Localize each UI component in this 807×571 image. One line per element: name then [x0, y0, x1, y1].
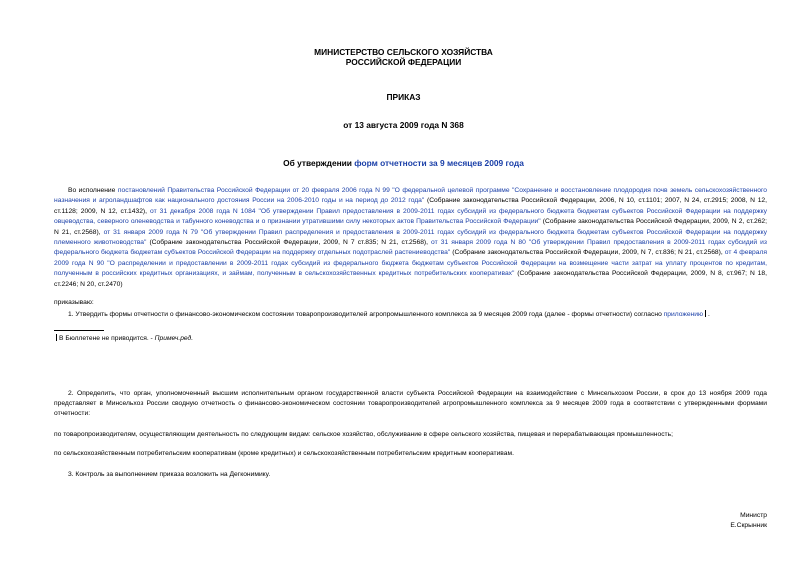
preamble-paragraph [54, 186, 767, 290]
doc-title [0, 158, 807, 168]
signature-position: Министр [740, 512, 767, 519]
signature-name: Е.Скрынник [730, 522, 767, 529]
item-2-b: по сельскохозяйственным потребительским кооперативам (кроме кредитных) и сельскохозяйственным потребительским кредитным кооперативам. [54, 450, 514, 457]
footnote-text: В Бюллетене не приводится. - [59, 335, 155, 342]
preamble-link-5[interactable]: от 4 февраля 2009 года N 90 "О распределении и предоставлении в 2009-2011 годах субсидий из федерального бюджета бюджетам субъектов Российской Федерации на возмещение части затрат на уплату процентов по кредитам, полученным в российских кредитных организациях, и займам, полученным в сельскохозяйственных кредитных потребительских кооперативах" [54, 249, 767, 278]
footnote [54, 334, 193, 344]
item-2: 2. Определить, что орган, уполномоченный высшим исполнительным органом государственной власти субъекта Российской Федерации на взаимодействие с Минсельхозом России, в срок до 13 ноября 2009 года представляет в Минсельхоз России сводную отчетность о финансово-экономическом состоянии товаропроизводителей агропромышленного комплекса за 9 месяцев 2009 года в соответствии с утвержденными формами отчетности: [54, 390, 767, 417]
preamble-text-1: Во исполнение [68, 187, 118, 194]
doc-date-number: от 13 августа 2009 года N 368 [343, 120, 464, 130]
preamble-link-4[interactable]: от 31 января 2009 года N 80 "Об утверждении Правил предоставления в 2009-2011 годах субсидий из федерального бюджета бюджетам субъектов Российской Федерации на поддержку отдельных подотраслей растениеводства" [54, 239, 767, 257]
item-1-text: 1. Утвердить формы отчетности о финансово-экономическом состоянии товаропроизводителей агропромышленного комплекса за 9 месяцев 2009 года (далее - формы отчетности) согласно [68, 311, 664, 318]
ministry-line-1: МИНИСТЕРСТВО СЕЛЬСКОГО ХОЗЯЙСТВА [314, 47, 493, 57]
preamble-text-4: (Собрание законодательства Российской Федерации, 2009, N 7 ст.835; N 21, ст.2568), [146, 239, 432, 247]
preamble-text-5: (Собрание законодательства Российской Федерации, 2009, N 7, ст.836; N 21, ст.2568), [450, 249, 725, 257]
footnote-marker-icon [56, 334, 57, 341]
preamble-link-1[interactable]: постановлений Правительства Российской Федерации от 20 февраля 2006 года N 99 "О федеральной целевой программе "Сохранение и восстановление плодородия почв земель сельскохозяйственного назначения и агроландшафтов как национального достояния России на 2006-2010 годы и на период до 2012 года" [54, 187, 767, 205]
footnote-marker-icon [705, 310, 706, 317]
footnote-divider [54, 330, 104, 331]
order-word: приказываю: [54, 299, 94, 306]
doc-title-prefix: Об утверждении [283, 158, 355, 168]
preamble-link-3[interactable]: от 31 января 2009 года N 79 "Об утверждении Правил распределения и предоставления в 2009-2011 годах субсидий из федерального бюджета бюджетам субъектов Российской Федерации на поддержку племенного животноводства" [54, 228, 767, 247]
appendix-link[interactable]: приложению [663, 311, 703, 318]
item-1 [68, 310, 710, 320]
item-3: 3. Контроль за выполнением приказа возложить на Дегконимику. [68, 471, 271, 478]
item-1-tail: . [708, 311, 710, 318]
preamble-text-2: (Собрание законодательства Российской Федерации, 2006, N 10, ст.1101; 2007, N 24, ст.2915; 2008, N 12, ст.1128; 2009, N 12, ст.1432), [54, 197, 767, 215]
ministry-name [0, 47, 807, 67]
doc-type: ПРИКАЗ [386, 92, 421, 102]
footnote-note: Примеч.ред. [154, 335, 194, 342]
item-2-a: по товаропроизводителям, осуществляющим деятельность по следующим видам: сельское хозяйство, обслуживание в сфере сельского хозяйства, пищевая и перерабатывающая промышленность; [54, 431, 673, 438]
preamble-text-3: (Собрание законодательства Российской Федерации, 2009, N 2, ст.262; N 21, ст.2568), [54, 218, 767, 236]
ministry-line-2: РОССИЙСКОЙ ФЕДЕРАЦИИ [345, 57, 462, 67]
preamble-text-6: (Собрание законодательства Российской Федерации, 2009, N 8, ст.967; N 18, ст.2246; N 20, ст.2470) [54, 270, 767, 288]
preamble-link-2[interactable]: от 31 декабря 2008 года N 1084 "Об утверждении Правил предоставления в 2009-2011 годах субсидий из федерального бюджета бюджетам субъектов Российской Федерации на поддержку овцеводства, северного оленеводства и табунного коневодства и о признании утратившими силу некоторых актов Правительства Российской Федерации" [54, 207, 767, 226]
doc-title-link[interactable]: форм отчетности за 9 месяцев 2009 года [354, 158, 524, 168]
signature-block [730, 511, 767, 531]
